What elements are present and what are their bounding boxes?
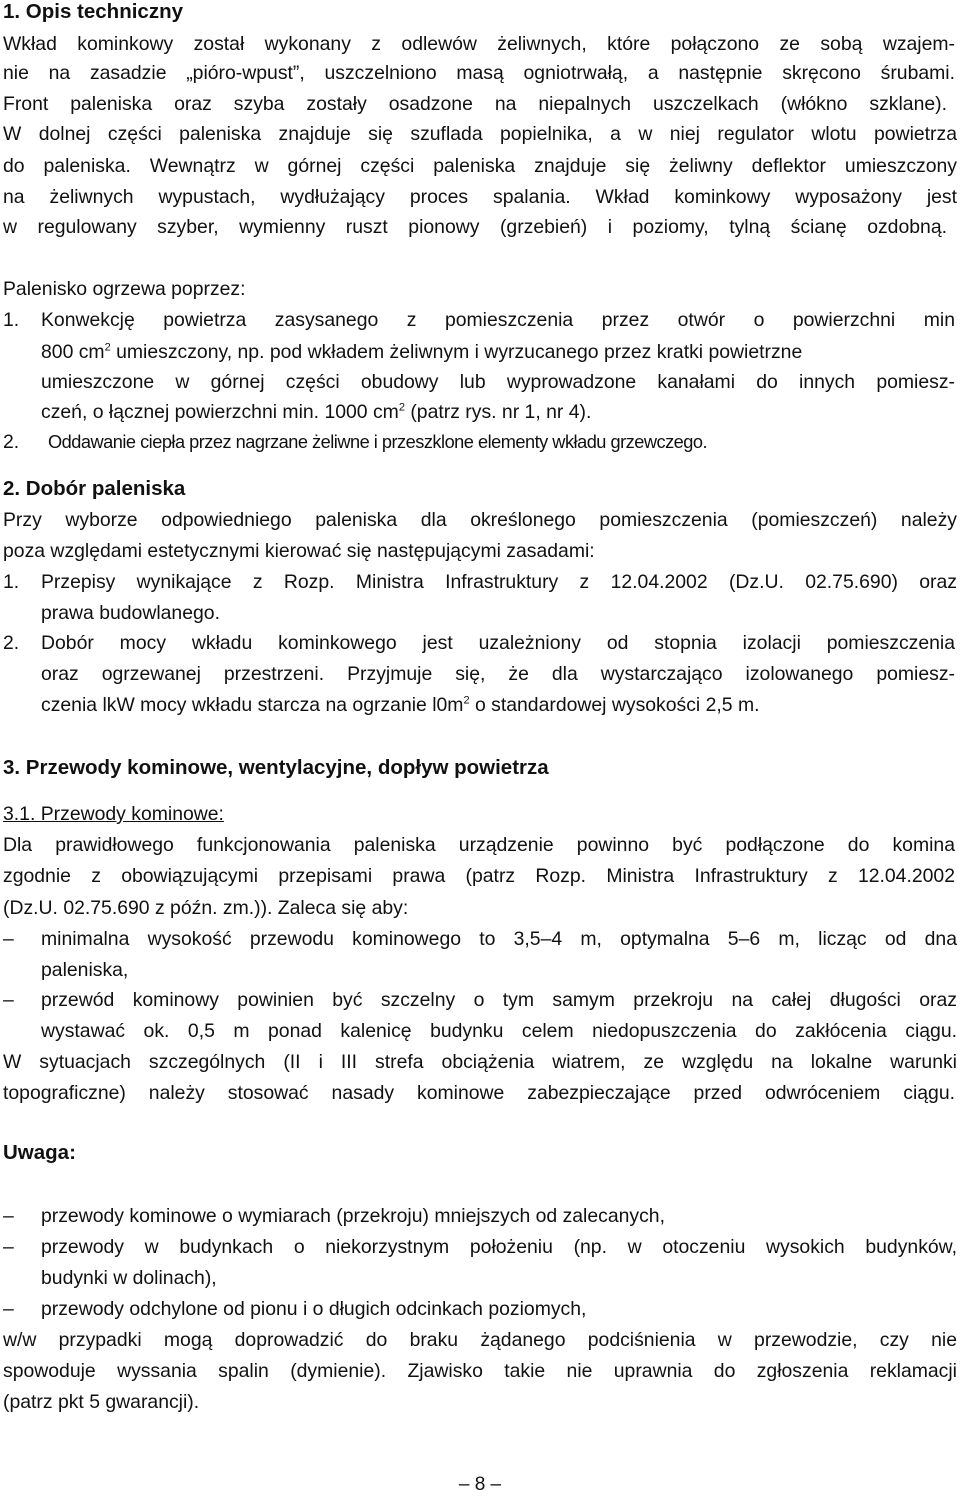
text-line: na żeliwnych wypustach, wydłużający proces spalania. Wkład kominkowy wyposażony jest <box>3 186 957 208</box>
text-line: poza względami estetycznymi kierować się następującymi zasadami: <box>3 540 595 562</box>
text-line: nie na zasadzie „pióro-wpust”, uszczelniono masą ogniotrwałą, a następnie skręcono śrubami. <box>3 62 955 84</box>
text-line: prawa budowlanego. <box>41 602 220 624</box>
text-line: budynki w dolinach), <box>41 1267 217 1289</box>
text-line: umieszczone w górnej części obudowy lub wyprowadzone kanałami do innych pomiesz- <box>41 371 955 393</box>
dash-marker: – <box>3 1205 14 1227</box>
text-line: czenia lkW mocy wkładu starcza na ogrzanie $l0m^2$ o standardowej wysokości 2,5 m. <box>41 694 760 716</box>
text-line: Front paleniska oraz szyba zostały osadzone na niepalnych uszczelkach (włókno szklane). <box>3 93 947 115</box>
dash-marker: – <box>3 928 14 950</box>
text-line: W dolnej części paleniska znajduje się szuflada popielnika, a w niej regulator wlotu powietrza <box>3 123 957 145</box>
text-line: spowoduje wyssania spalin (dymienie). Zjawisko takie nie uprawnia do zgłoszenia reklamacji <box>3 1360 957 1382</box>
section-2-heading: 2. Dobór paleniska <box>3 477 186 500</box>
list-number: 2. <box>3 431 20 453</box>
dash-marker: – <box>3 1298 14 1320</box>
text-line: Wkład kominkowy został wykonany z odlewów żeliwnych, które połączono ze sobą wzajem- <box>3 33 955 55</box>
text-line: oraz ogrzewanej przestrzeni. Przyjmuje się, że dla wystarczająco izolowanego pomiesz- <box>41 663 955 685</box>
text-line: do paleniska. Wewnątrz w górnej części paleniska znajduje się żeliwny deflektor umieszczony <box>3 155 957 177</box>
text-line: Dobór mocy wkładu kominkowego jest uzależniony od stopnia izolacji pomieszczenia <box>41 632 955 654</box>
list-number: 1. <box>3 571 20 593</box>
text-line: W sytuacjach szczególnych (II i III strefa obciążenia wiatrem, ze względu na lokalne warunki <box>3 1051 957 1073</box>
text-line: (patrz pkt 5 gwarancji). <box>3 1391 200 1413</box>
text-line: Konwekcję powietrza zasysanego z pomieszczenia przez otwór o powierzchni min <box>41 309 955 331</box>
section-1-heading: 1. Opis techniczny <box>3 0 183 23</box>
list-number: 2. <box>3 632 20 654</box>
text-line: czeń, o łącznej powierzchni min. 1000 $cm^2$ (patrz rys. nr 1, nr 4). <box>41 401 592 423</box>
text-line: w/w przypadki mogą doprowadzić do braku żądanego podciśnienia w przewodzie, czy nie <box>3 1329 957 1351</box>
text-line: przewód kominowy powinien być szczelny o tym samym przekroju na całej długości oraz <box>41 989 957 1011</box>
text-line: topograficzne) należy stosować nasady kominowe zabezpieczające przed odwróceniem ciągu. <box>3 1082 955 1104</box>
text-line: minimalna wysokość przewodu kominowego to 3,5–4 m, optymalna 5–6 m, licząc od dna <box>41 928 957 950</box>
list-number: 1. <box>3 309 20 331</box>
heating-intro: Palenisko ogrzewa poprzez: <box>3 278 246 300</box>
text-line: przewody w budynkach o niekorzystnym położeniu (np. w otoczeniu wysokich budynków, <box>41 1236 957 1258</box>
page-number: – 8 – <box>458 1474 502 1495</box>
text-line: (Dz.U. 02.75.690 z późn. zm.)). Zaleca się aby: <box>3 897 409 919</box>
text-line: przewody kominowe o wymiarach (przekroju) mniejszych od zalecanych, <box>41 1205 665 1227</box>
text-line: Dla prawidłowego funkcjonowania paleniska urządzenie powinno być podłączone do komina <box>3 834 955 856</box>
text-line: wystawać ok. 0,5 m ponad kalenicę budynku celem niedopuszczenia do zakłócenia ciągu. <box>41 1020 957 1042</box>
section-3-heading: 3. Przewody kominowe, wentylacyjne, dopływ powietrza <box>3 756 549 779</box>
text-line: przewody odchylone od pionu i o długich odcinkach poziomych, <box>41 1298 587 1320</box>
section-3-1-subheading: 3.1. Przewody kominowe: <box>3 803 224 825</box>
text-line: Oddawanie ciepła przez nagrzane żeliwne i przeszklone elementy wkładu grzewczego. <box>48 432 708 452</box>
text-line: paleniska, <box>41 959 129 981</box>
text-line: Przepisy wynikające z Rozp. Ministra Infrastruktury z 12.04.2002 (Dz.U. 02.75.690) oraz <box>41 571 957 593</box>
dash-marker: – <box>3 989 14 1011</box>
text-line: w regulowany szyber, wymienny ruszt pionowy (grzebień) i poziomy, tylną ścianę ozdobną. <box>3 216 947 238</box>
note-heading: Uwaga: <box>3 1141 76 1164</box>
text-line: Przy wyborze odpowiedniego paleniska dla określonego pomieszczenia (pomieszczeń) należy <box>3 509 957 531</box>
text-line: zgodnie z obowiązującymi przepisami prawa (patrz Rozp. Ministra Infrastruktury z 12.04.2002 <box>3 865 955 887</box>
text-line: 800 $cm^2$ umieszczony, np. pod wkładem żeliwnym i wyrzucanego przez kratki powietrzne <box>41 341 803 363</box>
dash-marker: – <box>3 1236 14 1258</box>
